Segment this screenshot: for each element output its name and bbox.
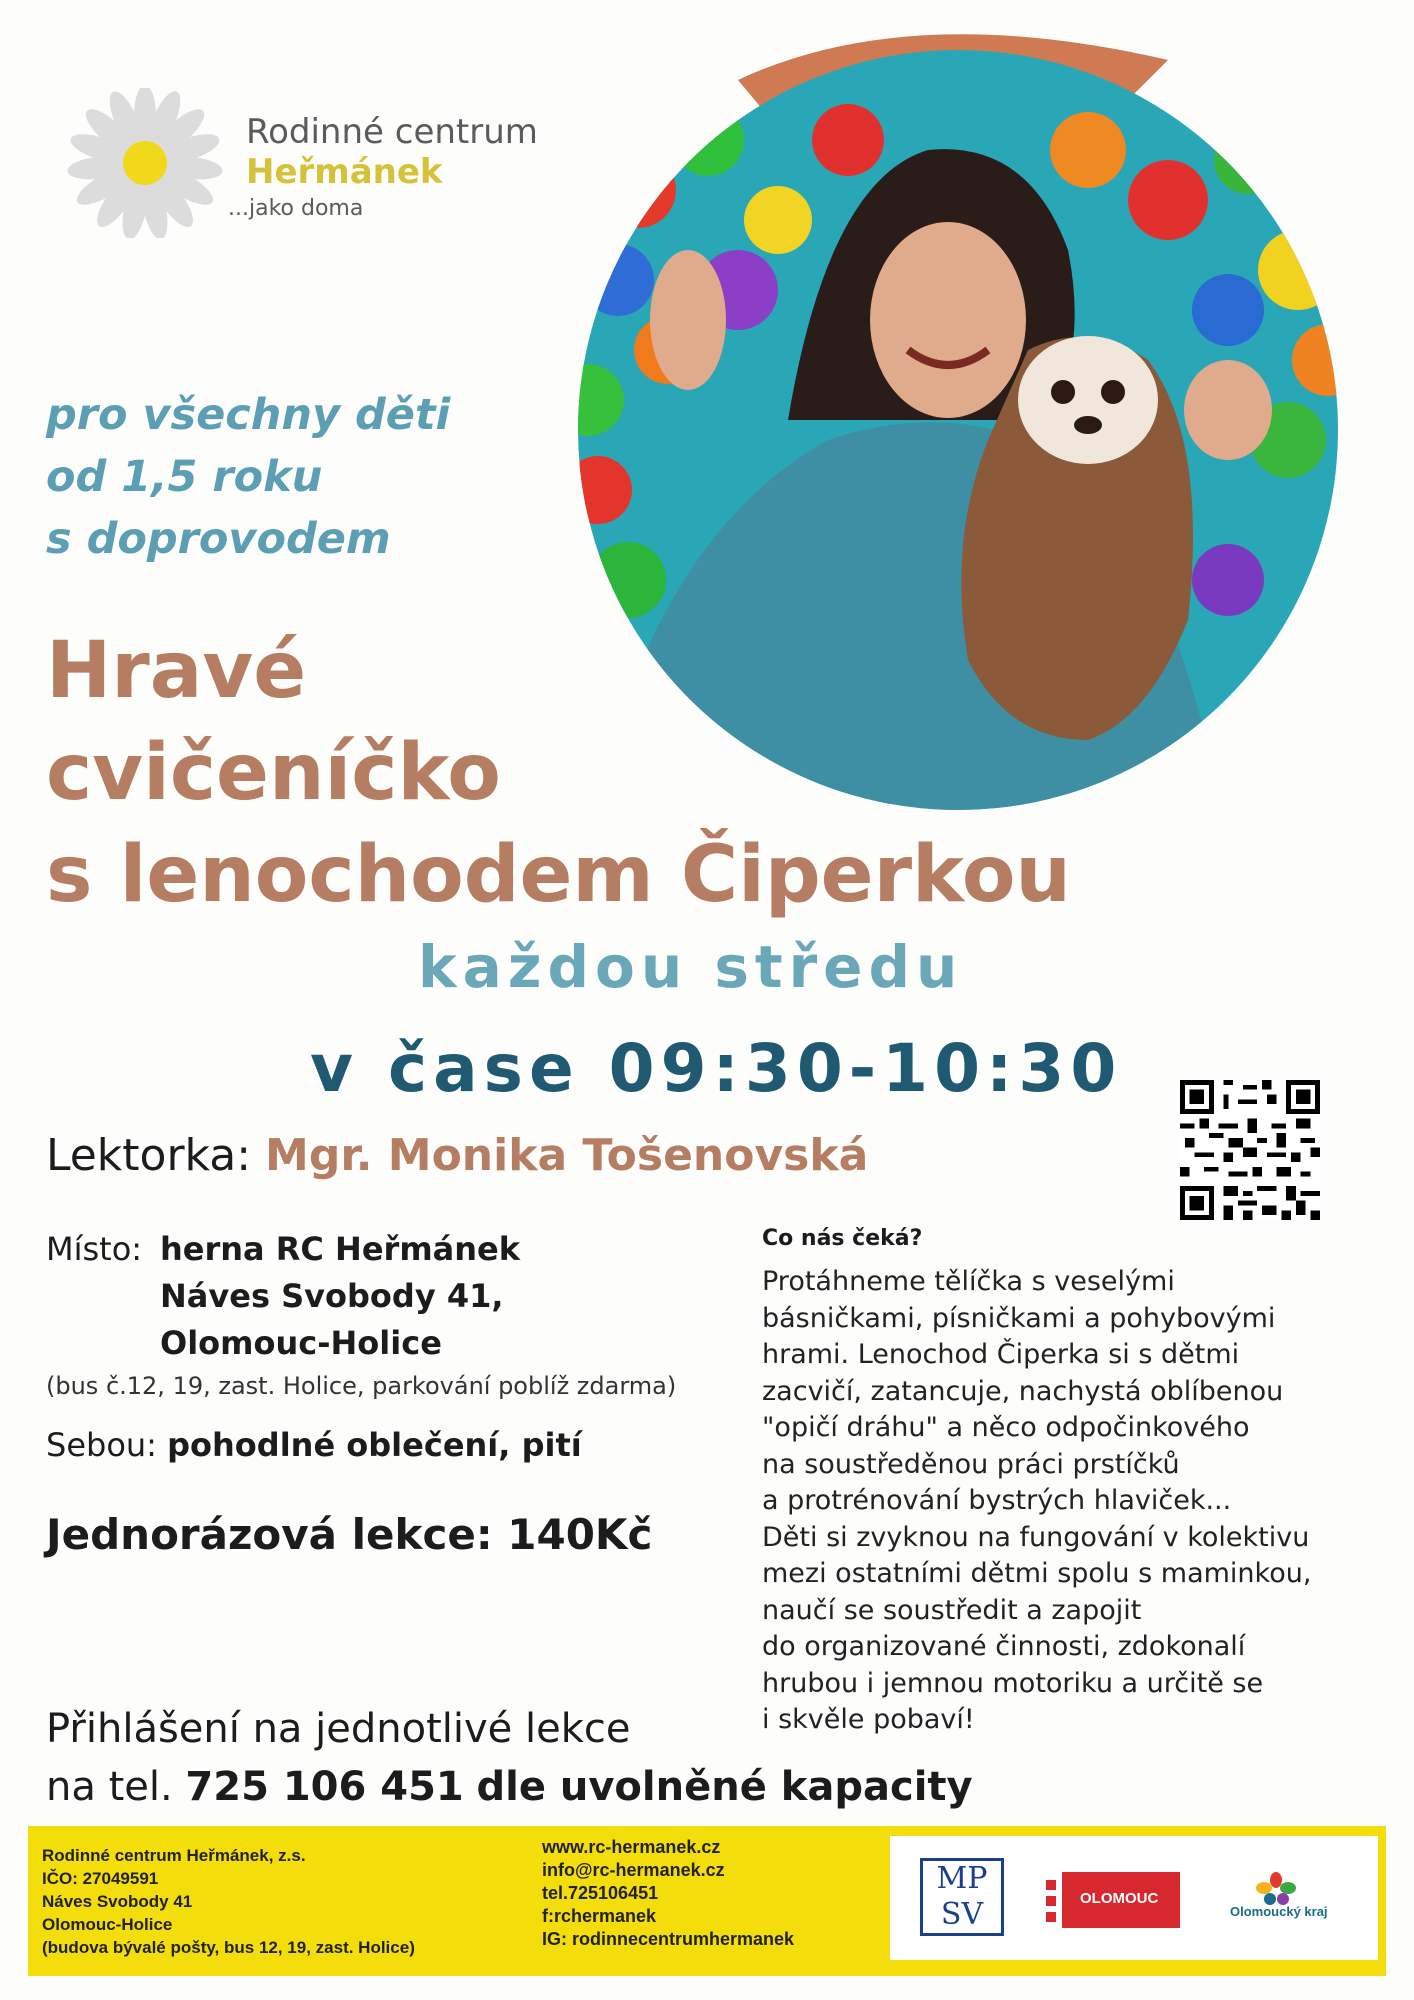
- expect-line: Protáhneme tělíčka s veselými: [762, 1266, 1175, 1297]
- kraj-logo-text: Olomoucký kraj: [1230, 1904, 1328, 1919]
- expect-line: do organizované činnosti, zdokonalí: [762, 1631, 1246, 1662]
- expect-body: [762, 1264, 1352, 1739]
- event-title: [46, 620, 1071, 926]
- place-line: Olomouc-Holice: [160, 1324, 442, 1362]
- signup-suffix: dle uvolněné kapacity: [476, 1764, 973, 1810]
- footer-contacts: [542, 1836, 794, 1951]
- expect-heading: Co nás čeká?: [762, 1226, 923, 1251]
- place-line: herna RC Heřmánek: [160, 1230, 521, 1268]
- footer-facebook[interactable]: f:rchermanek: [542, 1906, 657, 1926]
- expect-line: mezi ostatními dětmi spolu s maminkou,: [762, 1558, 1312, 1589]
- footer: [28, 1826, 1386, 1976]
- audience-line: od 1,5 roku: [46, 452, 323, 502]
- expect-line: zacvičí, zatancuje, nachystá oblíbenou: [762, 1375, 1284, 1407]
- footer-org-line: (budova bývalé pošty, bus 12, 19, zast. Holice): [42, 1938, 415, 1957]
- lector-row: [46, 1130, 868, 1181]
- expect-line: na soustředěnou práci prstíčků: [762, 1448, 1180, 1480]
- expect-line: naučí se soustředit a zapojit: [762, 1594, 1142, 1626]
- footer-instagram[interactable]: IG: rodinnecentrumhermanek: [542, 1929, 795, 1949]
- olomoucky-kraj-logo: [1210, 1872, 1360, 1928]
- expect-line: hrubou i jemnou motoriku a určitě se: [762, 1667, 1264, 1699]
- footer-org-line: Rodinné centrum Heřmánek, z.s.: [42, 1846, 306, 1865]
- daisy-logo-icon: [40, 88, 250, 238]
- bring-label: Sebou:: [46, 1426, 157, 1464]
- schedule-time: v čase 09:30-10:30: [310, 1030, 1123, 1107]
- footer-website-link[interactable]: www.rc-hermanek.cz: [542, 1837, 721, 1857]
- lector-name: Mgr. Monika Tošenovská: [265, 1130, 869, 1181]
- footer-org: [42, 1844, 415, 1959]
- kraj-flower-icon: [1254, 1872, 1298, 1906]
- signup-block: [46, 1700, 973, 1816]
- bring-value: pohodlné oblečení, pití: [167, 1426, 582, 1464]
- footer-org-line: Náves Svobody 41: [42, 1892, 193, 1911]
- footer-phone[interactable]: tel.725106451: [542, 1883, 659, 1903]
- title-line: s lenochodem Čiperkou: [46, 830, 1071, 920]
- mpsv-logo-top: MP: [936, 1861, 988, 1896]
- qr-code[interactable]: [1180, 1080, 1320, 1220]
- lector-label: Lektorka:: [46, 1130, 252, 1181]
- footer-org-line: Olomouc-Holice: [42, 1915, 173, 1934]
- logo-name: Rodinné centrum: [246, 112, 538, 152]
- expect-line: a protrénování bystrých hlaviček...: [762, 1485, 1232, 1516]
- signup-prefix: na tel.: [46, 1764, 173, 1810]
- audience-text: [46, 384, 450, 570]
- footer-email-link[interactable]: info@rc-hermanek.cz: [542, 1860, 725, 1880]
- olomouc-logo: [1040, 1872, 1180, 1928]
- olomouc-logo-text: OLOMOUC: [1080, 1890, 1159, 1907]
- price: Jednorázová lekce: 140Kč: [46, 1510, 653, 1559]
- expect-line: hrami. Lenochod Čiperka si s dětmi: [762, 1339, 1240, 1370]
- place-block: [46, 1226, 520, 1367]
- logo-slogan: ...jako doma: [228, 196, 364, 221]
- place-note: (bus č.12, 19, zast. Holice, parkování poblíž zdarma): [46, 1372, 677, 1400]
- place-label: Místo:: [46, 1230, 143, 1268]
- schedule-day: každou středu: [418, 933, 964, 1001]
- mpsv-logo-bottom: SV: [940, 1897, 984, 1932]
- expect-line: "opičí dráhu" a něco odpočinkového: [762, 1412, 1250, 1443]
- expect-line: Děti si zvyknou na fungování v kolektivu: [762, 1521, 1310, 1553]
- bring-row: [46, 1426, 582, 1464]
- partner-logos: [890, 1836, 1378, 1960]
- logo-brand: Heřmánek: [246, 152, 443, 192]
- expect-line: i skvěle pobaví!: [762, 1704, 975, 1735]
- title-line: Hravé: [46, 626, 307, 716]
- mpsv-logo: [920, 1858, 1004, 1936]
- audience-line: pro všechny děti: [46, 390, 451, 440]
- expect-line: básničkami, písničkami a pohybovými: [762, 1302, 1276, 1334]
- footer-org-line: IČO: 27049591: [42, 1869, 159, 1888]
- audience-line: s doprovodem: [46, 514, 391, 564]
- title-line: cvičeníčko: [46, 728, 501, 818]
- signup-line: Přihlášení na jednotlivé lekce: [46, 1706, 631, 1752]
- place-line: Náves Svobody 41,: [160, 1277, 504, 1315]
- signup-phone[interactable]: 725 106 451: [185, 1764, 464, 1810]
